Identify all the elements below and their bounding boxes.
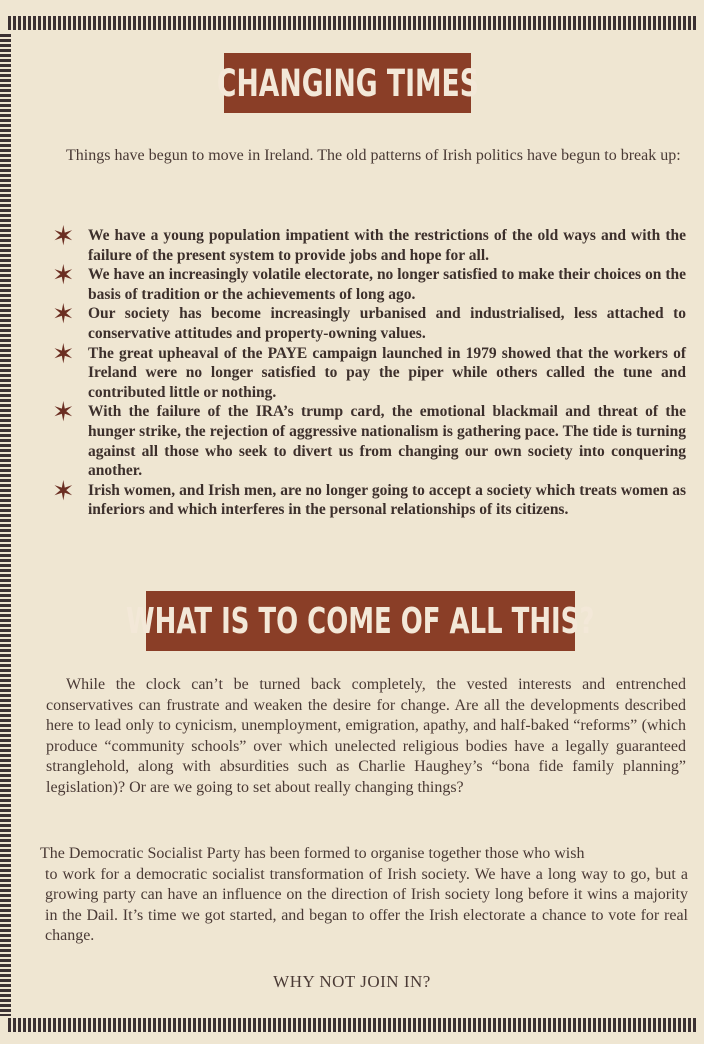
star-icon: ✶ xyxy=(52,475,75,507)
party-paragraph xyxy=(40,844,688,947)
star-icon: ✶ xyxy=(52,260,75,292)
top-border xyxy=(8,16,696,30)
bullet-item: ✶ Our society has become increasingly urbanised and industrialised, less attached to conservative attitudes and property-owning values. xyxy=(52,299,686,342)
what-is-to-come-banner xyxy=(126,591,595,651)
left-border xyxy=(0,34,11,1016)
changing-times-banner xyxy=(216,53,479,113)
party-paragraph-rest: to work for a democratic socialist transformation of Irish society. We have a long way to go, but a growing party can have an influence on the direction of Irish society long before it wins a majority in the Dail. It’s time we got started, and began to offer the Irish electorate a chance to vote for real change. xyxy=(45,865,688,944)
star-icon: ✶ xyxy=(52,397,75,429)
closing-call-to-action: WHY NOT JOIN IN? xyxy=(273,972,431,991)
bullet-item: ✶ With the failure of the IRA’s trump card, the emotional blackmail and threat of the hunger strike, the rejection of aggressive nationalism is gathering pace. The tide is turning against all those who seek to divert us from changing our own society into conquering another. xyxy=(52,397,686,480)
bullet-item: ✶ Irish women, and Irish men, are no longer going to accept a society which treats women as inferiors and which interferes in the personal relationships of its citizens. xyxy=(52,475,686,519)
bullet-item: ✶ The great upheaval of the PAYE campaign launched in 1979 showed that the workers of Ireland were no longer satisfied to pay the piper while others called the tune and contributed little or nothing. xyxy=(52,338,686,401)
intro-paragraph: Things have begun to move in Ireland. The old patterns of Irish politics have begun to break up: xyxy=(66,147,681,164)
body-paragraph: While the clock can’t be turned back completely, the vested interests and entrenched conservatives can frustrate and weaken the desire for change. Are all the developments described here to lead only to cynicism, unemployment, emigration, apathy, and half-baked “reforms” (which produce “community schools” over which unelected religious bodies have a legally guaranteed stranglehold, along with absurdities such as Charlie Haughey’s “bona fide family planning” legislation)? Or are we going to set about really changing things? xyxy=(46,676,686,796)
star-icon: ✶ xyxy=(52,221,75,252)
bottom-border xyxy=(8,1018,696,1032)
star-icon: ✶ xyxy=(52,299,75,331)
party-paragraph-first-line: The Democratic Socialist Party has been formed to organise together those who wish xyxy=(40,845,585,862)
bullet-list xyxy=(50,221,686,520)
bullet-item: ✶ We have a young population impatient with the restrictions of the old ways and with the failure of the present system to provide jobs and hope for all. xyxy=(52,221,686,264)
banner-title: CHANGING TIMES xyxy=(216,61,479,105)
star-icon: ✶ xyxy=(52,338,75,370)
bullet-item: ✶ We have an increasingly volatile electorate, no longer satisfied to make their choices on the basis of tradition or the achievements of long ago. xyxy=(52,260,686,303)
banner-title: WHAT IS TO COME OF ALL THIS? xyxy=(126,600,595,642)
